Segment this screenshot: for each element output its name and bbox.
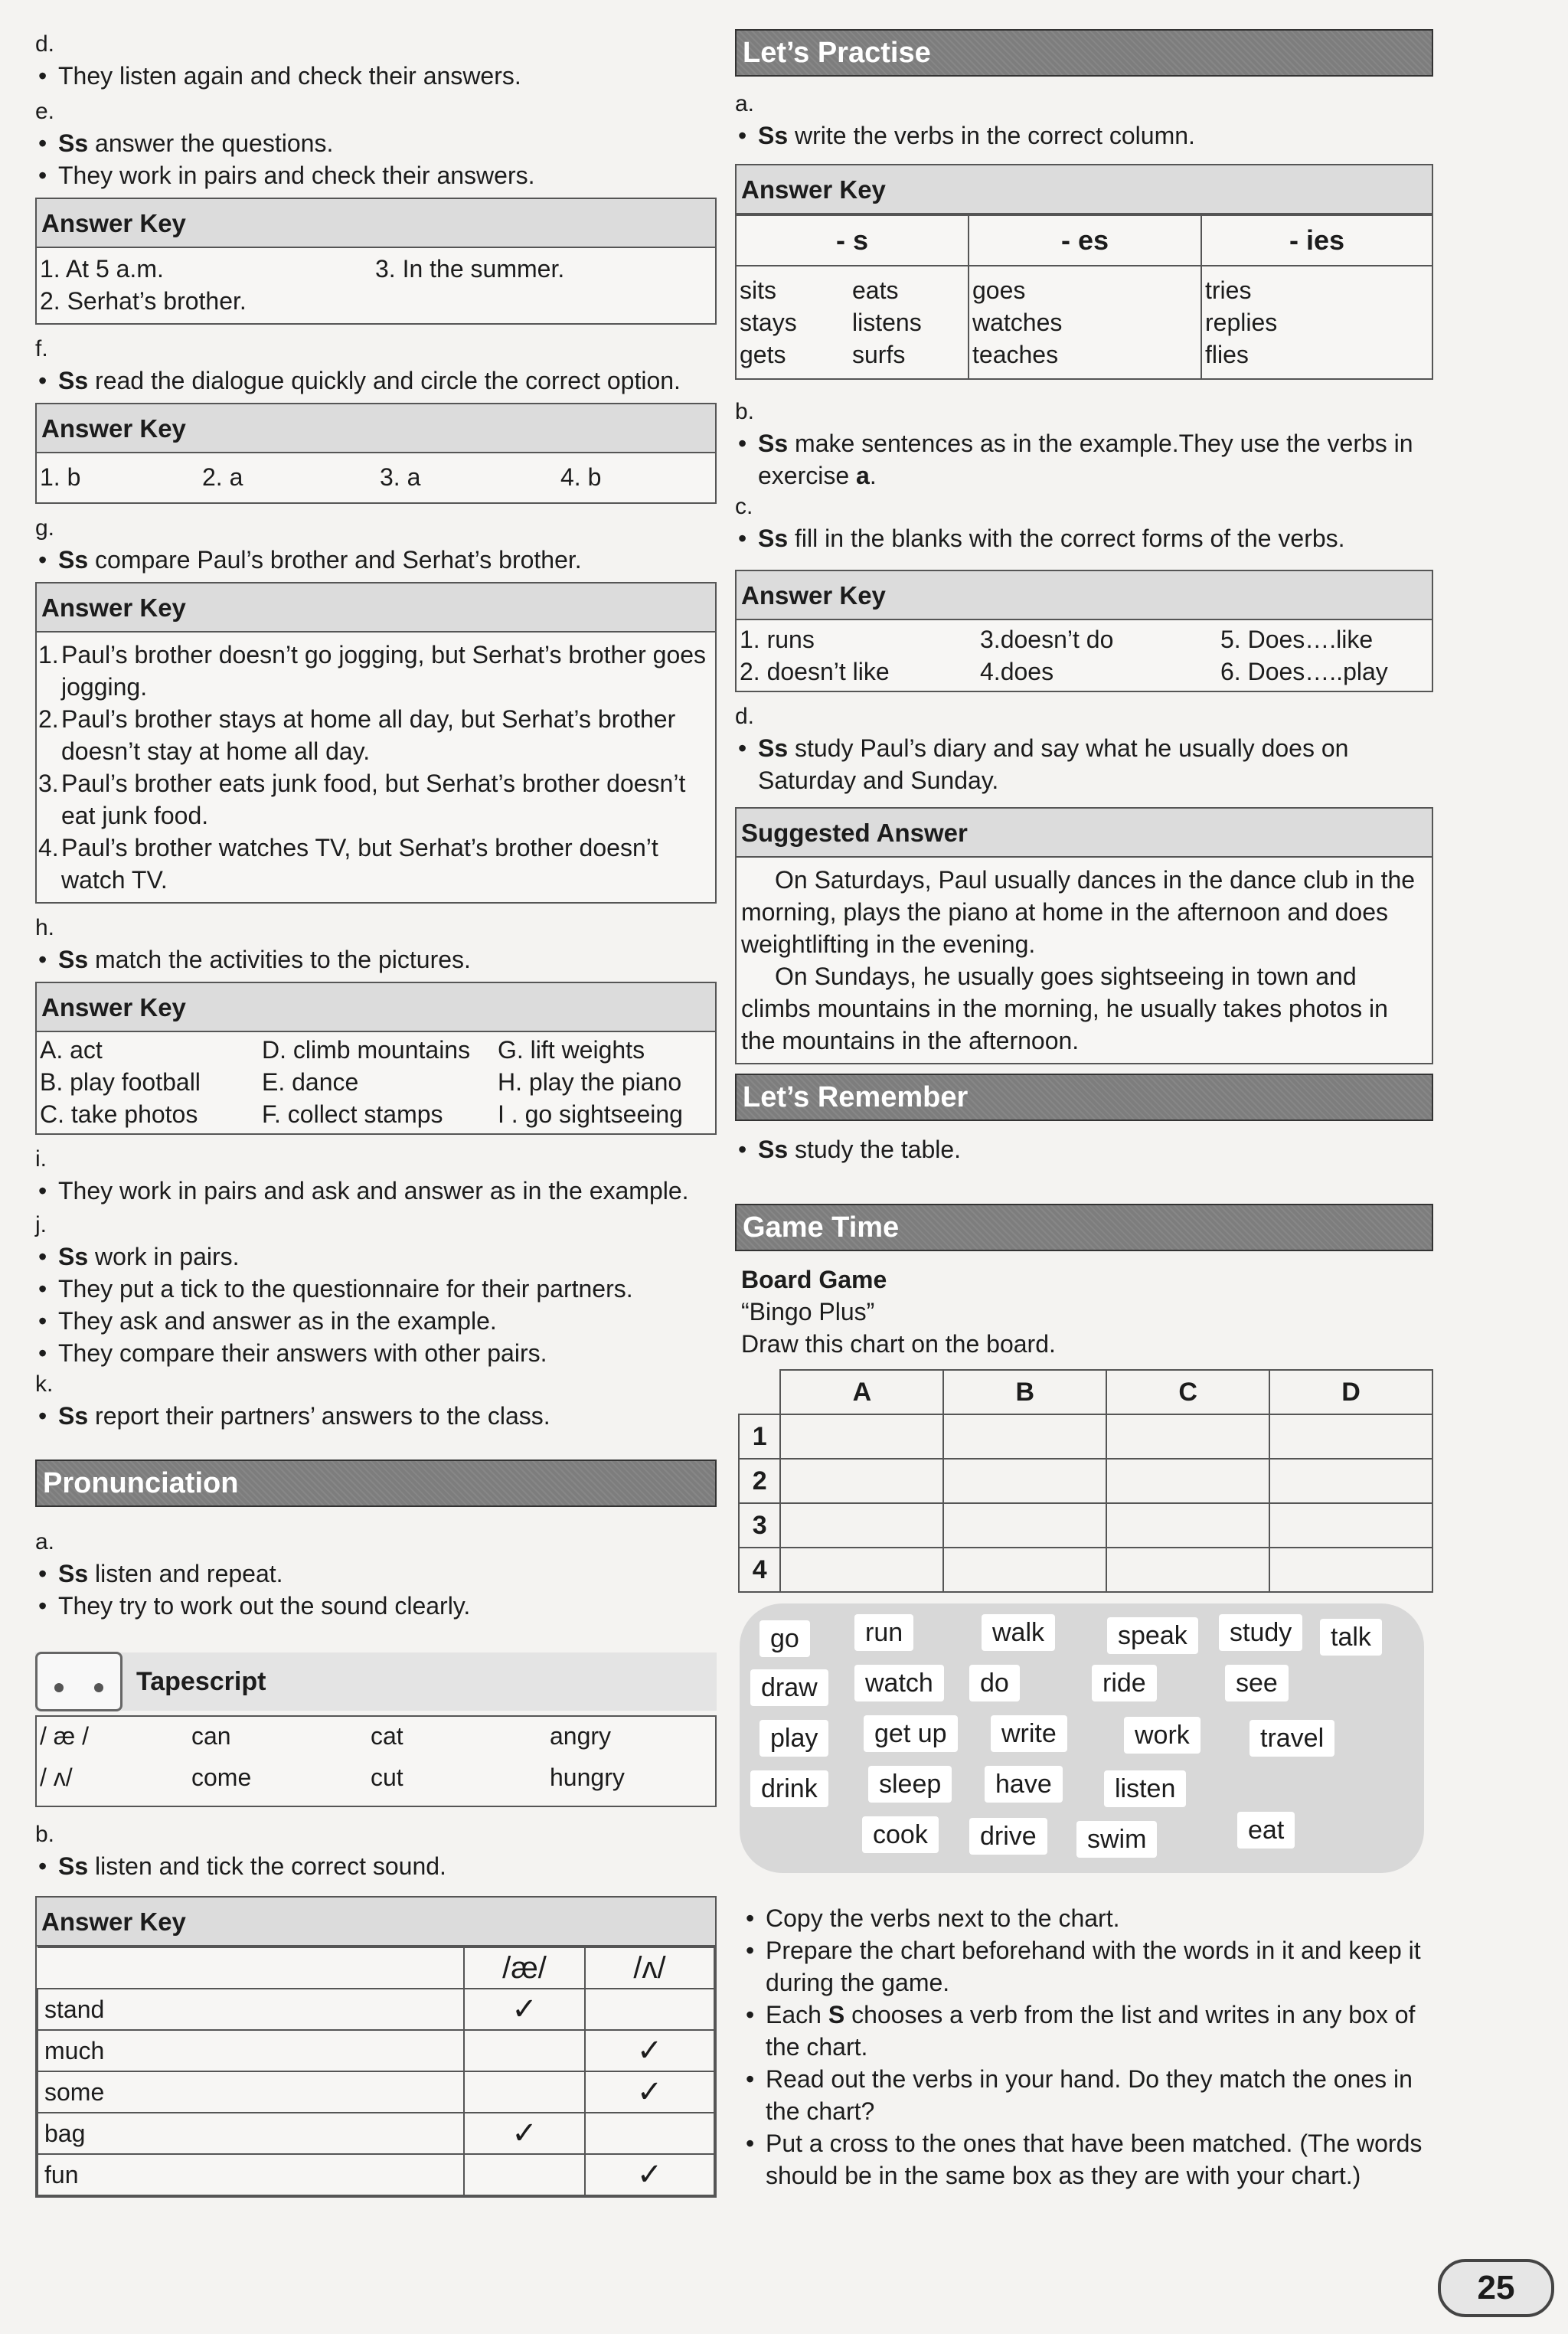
suggested-paragraph: On Saturdays, Paul usually dances in the dance club in the morning, plays the piano at home in the afternoon and does weightlifting in the evening. <box>741 866 1416 958</box>
bingo-cell <box>780 1503 943 1548</box>
verb-word: run <box>854 1614 913 1651</box>
bullet-item: • Ss fill in the blanks with the correct forms of the verbs. <box>735 522 1433 554</box>
tapescript-word: angry <box>550 1722 612 1750</box>
tick-mark: ✓ <box>585 2154 714 2195</box>
bingo-cell <box>1269 1414 1432 1459</box>
right-column <box>735 29 1433 2192</box>
word-cell: fun <box>38 2154 464 2195</box>
verb: eats <box>852 276 899 304</box>
box-heading: Answer Key <box>737 165 1432 214</box>
exercise-letter: d. <box>735 704 755 729</box>
verb: sits <box>740 276 776 304</box>
verb: replies <box>1205 309 1278 336</box>
answer-item: 1. Paul’s brother doesn’t go jogging, but Serhat’s brother goes jogging. <box>38 641 707 701</box>
bullet-item: • Ss make sentences as in the example.They use the verbs in exercise a. <box>735 427 1433 492</box>
bullet-item: • Ss read the dialogue quickly and circle the correct option. <box>35 364 717 397</box>
board-game-name: “Bingo Plus” <box>741 1298 875 1326</box>
bullet-item: • They try to work out the sound clearly. <box>35 1590 717 1622</box>
bingo-cell <box>1106 1414 1269 1459</box>
bingo-cell <box>780 1459 943 1503</box>
verb-word: cook <box>862 1816 939 1853</box>
bullet-item: • Ss report their partners’ answers to the class. <box>35 1400 717 1432</box>
section-banner-game-time: Game Time <box>735 1204 1433 1251</box>
suggested-paragraph: On Sundays, he usually goes sightseeing in town and climbs mountains in the morning, he usually takes photos in the mountains in the afternoon. <box>741 963 1388 1054</box>
answer-item: 2. Paul’s brother stays at home all day, but Serhat’s brother doesn’t stay at home all day. <box>38 705 676 765</box>
exercise-letter: i. <box>35 1146 47 1172</box>
tapescript-word: hungry <box>550 1764 625 1791</box>
answer-cell: D. climb mountains <box>262 1036 471 1064</box>
verb-word: travel <box>1250 1720 1334 1757</box>
answer-item: 3. Paul’s brother eats junk food, but Serhat’s brother doesn’t eat junk food. <box>38 770 686 829</box>
bingo-col-header: B <box>943 1370 1106 1414</box>
verb: teaches <box>972 341 1059 368</box>
answer-key-box <box>35 403 717 504</box>
cassette-icon <box>35 1652 122 1711</box>
tick-mark <box>464 2071 585 2113</box>
answer-key-box <box>35 1896 717 2198</box>
column-header: - ies <box>1201 215 1432 266</box>
answer-cell: 4.does <box>980 658 1054 685</box>
phoneme: / æ / <box>40 1722 90 1750</box>
exercise-letter: h. <box>35 915 55 940</box>
bullet-item: • They work in pairs and ask and answer as in the example. <box>35 1175 717 1207</box>
bullet-item: • They work in pairs and check their answers. <box>35 159 717 191</box>
verb: goes <box>972 276 1026 304</box>
verb-word: have <box>985 1766 1063 1803</box>
verb: flies <box>1205 341 1249 368</box>
verb-word: watch <box>854 1665 944 1701</box>
answer-item: 4. Paul’s brother watches TV, but Serhat’s brother doesn’t watch TV. <box>38 834 658 894</box>
bingo-col-header: D <box>1269 1370 1432 1414</box>
answer-cell: 3.doesn’t do <box>980 626 1114 653</box>
tapescript-word: come <box>191 1764 252 1791</box>
tick-mark: ✓ <box>585 2071 714 2113</box>
verb-word: drink <box>750 1770 828 1807</box>
board-game-title: Board Game <box>741 1266 887 1293</box>
bingo-cell <box>943 1548 1106 1592</box>
bullet-item: • Copy the verbs next to the chart. <box>743 1902 1433 1934</box>
phoneme: / ʌ/ <box>40 1764 73 1791</box>
bingo-chart <box>738 1369 1433 1593</box>
bingo-cell <box>780 1414 943 1459</box>
verb-word: walk <box>982 1614 1055 1651</box>
bullet-item: • Read out the verbs in your hand. Do they match the ones in the chart? <box>743 2063 1433 2127</box>
word-cell: bag <box>38 2113 464 2154</box>
tick-mark <box>464 2030 585 2071</box>
verb: watches <box>972 309 1063 336</box>
bingo-cell <box>943 1414 1106 1459</box>
tapescript-word: can <box>191 1722 231 1750</box>
tick-mark <box>585 1989 714 2030</box>
bullet-item: • They compare their answers with other pairs. <box>35 1337 717 1369</box>
exercise-letter: g. <box>35 515 55 541</box>
verb-word: get up <box>864 1715 958 1752</box>
verb-word: play <box>760 1720 828 1757</box>
verb-word: write <box>991 1715 1067 1752</box>
bingo-row-header: 4 <box>739 1548 780 1592</box>
exercise-letter: b. <box>735 399 755 424</box>
verb-word: talk <box>1320 1619 1382 1656</box>
exercise-letter: c. <box>735 494 753 519</box>
verb-word: drive <box>969 1818 1047 1855</box>
tick-mark: ✓ <box>464 2113 585 2154</box>
bingo-cell <box>1269 1548 1432 1592</box>
bingo-cell <box>1269 1503 1432 1548</box>
answer-cell: H. play the piano <box>498 1068 682 1096</box>
tapescript-header <box>35 1652 717 1711</box>
word-cell: stand <box>38 1989 464 2030</box>
verb-word: listen <box>1104 1770 1186 1807</box>
bingo-row-header: 3 <box>739 1503 780 1548</box>
bingo-row-header: 2 <box>739 1459 780 1503</box>
section-banner-practise: Let’s Practise <box>735 29 1433 77</box>
bullet-item: • Ss listen and tick the correct sound. <box>35 1850 717 1882</box>
exercise-letter: d. <box>35 31 55 57</box>
bullet-item: • They put a tick to the questionnaire for their partners. <box>35 1273 717 1305</box>
box-heading: Answer Key <box>37 199 715 248</box>
section-banner-pronunciation: Pronunciation <box>35 1460 717 1507</box>
answer-cell: 6. Does…..play <box>1220 658 1388 685</box>
answer-line: 3. In the summer. <box>375 255 565 283</box>
answer-cell: 5. Does….like <box>1220 626 1374 653</box>
suggested-answer-box <box>735 807 1433 1064</box>
column-header: /ʌ/ <box>585 1947 714 1989</box>
answer-key-box <box>735 164 1433 380</box>
answer-key-box <box>35 982 717 1135</box>
bullet-item: • Each S chooses a verb from the list and writes in any box of the chart. <box>743 1999 1433 2063</box>
column-header: - s <box>737 215 969 266</box>
box-heading: Answer Key <box>37 1898 715 1947</box>
bingo-col-header: A <box>780 1370 943 1414</box>
bingo-cell <box>780 1548 943 1592</box>
answer-key-box <box>35 198 717 325</box>
verb-word: ride <box>1092 1665 1157 1701</box>
answer-key-box <box>35 582 717 904</box>
exercise-letter: j. <box>35 1212 47 1237</box>
bullet-item: • Put a cross to the ones that have been matched. (The words should be in the same box as they are with your chart.) <box>743 2127 1433 2192</box>
answer-cell: E. dance <box>262 1068 359 1096</box>
tick-mark <box>464 2154 585 2195</box>
bingo-cell <box>1106 1459 1269 1503</box>
answer-cell: I . go sightseeing <box>498 1100 683 1128</box>
answer-line: 1. b <box>40 463 81 491</box>
answer-line: 1. At 5 a.m. <box>40 255 164 283</box>
box-heading: Suggested Answer <box>737 809 1432 858</box>
tapescript-box <box>35 1715 717 1807</box>
verb-word: eat <box>1237 1812 1295 1849</box>
verb-word: see <box>1225 1665 1289 1701</box>
bullet-item: • Ss match the activities to the pictures. <box>35 943 717 976</box>
verb: listens <box>852 309 922 336</box>
page-number: 25 <box>1438 2259 1554 2317</box>
verb: surfs <box>852 341 906 368</box>
verb-word: speak <box>1107 1617 1198 1654</box>
answer-line: 3. a <box>380 463 421 491</box>
answer-cell: A. act <box>40 1036 103 1064</box>
exercise-letter: a. <box>735 91 755 116</box>
bullet-item: • Prepare the chart beforehand with the words in it and keep it during the game. <box>743 1934 1433 1999</box>
box-heading: Answer Key <box>37 404 715 453</box>
word-cell: some <box>38 2071 464 2113</box>
answer-cell: 1. runs <box>740 626 815 653</box>
bullet-item: • Ss write the verbs in the correct column. <box>735 119 1433 152</box>
verb: stays <box>740 309 797 336</box>
exercise-letter: k. <box>35 1371 54 1397</box>
bingo-cell <box>1269 1459 1432 1503</box>
answer-cell: F. collect stamps <box>262 1100 443 1128</box>
bingo-cell <box>943 1503 1106 1548</box>
section-banner-remember: Let’s Remember <box>735 1074 1433 1121</box>
bullet-item: • Ss compare Paul’s brother and Serhat’s brother. <box>35 544 717 576</box>
column-header: - es <box>969 215 1201 266</box>
answer-cell: C. take photos <box>40 1100 198 1128</box>
bullet-item: • Ss study the table. <box>735 1133 1433 1165</box>
verb-word: work <box>1124 1717 1200 1754</box>
tapescript-label: Tapescript <box>136 1666 266 1696</box>
verb: gets <box>740 341 786 368</box>
verb-cloud <box>740 1603 1424 1873</box>
answer-cell: G. lift weights <box>498 1036 645 1064</box>
verb: tries <box>1205 276 1252 304</box>
tick-mark: ✓ <box>464 1989 585 2030</box>
exercise-letter: b. <box>35 1822 55 1847</box>
verb-word: do <box>969 1665 1020 1701</box>
bingo-cell <box>943 1459 1106 1503</box>
answer-line: 4. b <box>560 463 602 491</box>
bullet-item: • Ss answer the questions. <box>35 127 717 159</box>
answer-key-box <box>735 570 1433 692</box>
bingo-cell <box>1106 1503 1269 1548</box>
bingo-col-header: C <box>1106 1370 1269 1414</box>
tapescript-word: cut <box>371 1764 403 1791</box>
tapescript-word: cat <box>371 1722 403 1750</box>
column-header: /æ/ <box>464 1947 585 1989</box>
verb-word: swim <box>1076 1821 1157 1858</box>
tick-mark: ✓ <box>585 2030 714 2071</box>
left-column <box>35 29 717 2207</box>
verb-word: go <box>760 1620 810 1657</box>
box-heading: Answer Key <box>37 584 715 633</box>
verb-word: sleep <box>868 1766 952 1803</box>
exercise-letter: f. <box>35 336 48 361</box>
bullet-item: • They ask and answer as in the example. <box>35 1305 717 1337</box>
exercise-letter: a. <box>35 1529 55 1554</box>
word-cell: much <box>38 2030 464 2071</box>
box-heading: Answer Key <box>37 983 715 1032</box>
bullet-item: • Ss listen and repeat. <box>35 1558 717 1590</box>
bullet-item: • Ss work in pairs. <box>35 1241 717 1273</box>
bingo-row-header: 1 <box>739 1414 780 1459</box>
board-game-instruction: Draw this chart on the board. <box>741 1330 1056 1358</box>
answer-line: 2. a <box>202 463 243 491</box>
bullet-item: • They listen again and check their answers. <box>35 60 717 92</box>
bullet-item: • Ss study Paul’s diary and say what he usually does on Saturday and Sunday. <box>735 732 1433 796</box>
answer-line: 2. Serhat’s brother. <box>40 287 247 315</box>
tick-mark <box>585 2113 714 2154</box>
bingo-cell <box>1106 1548 1269 1592</box>
exercise-letter: e. <box>35 99 55 124</box>
answer-cell: B. play football <box>40 1068 201 1096</box>
answer-cell: 2. doesn’t like <box>740 658 890 685</box>
verb-word: draw <box>750 1669 828 1706</box>
box-heading: Answer Key <box>737 571 1432 620</box>
verb-word: study <box>1219 1614 1302 1651</box>
